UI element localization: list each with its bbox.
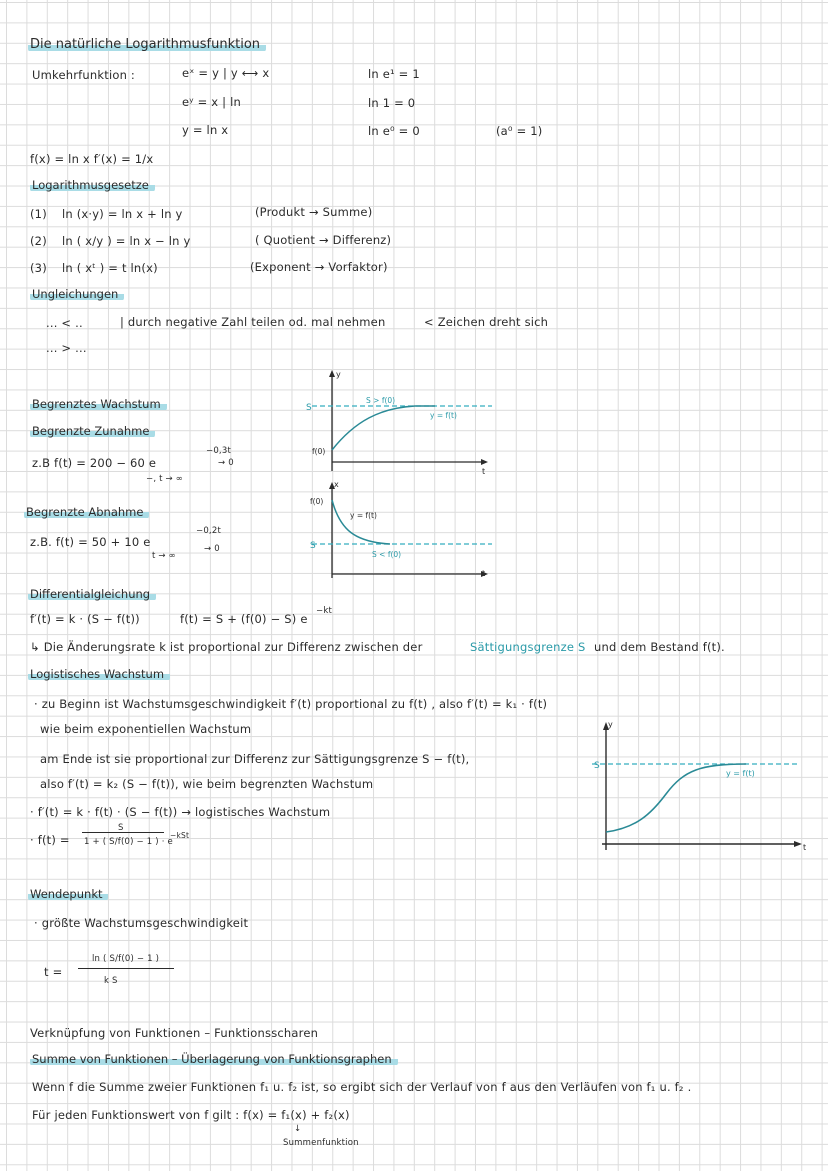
abnahme-heading: Begrenzte Abnahme (24, 505, 149, 519)
zunahme-exponent: −0,3t (206, 446, 231, 456)
graph-zunahme-y-arrow (329, 370, 335, 377)
logist-line-5: · f′(t) = k · f(t) · (S − f(t)) → logistisches Wachstum (30, 805, 331, 819)
umkehr-row-3: y = ln x (182, 123, 229, 137)
ln-property-1: ln e¹ = 1 (368, 67, 420, 81)
graph-zunahme-curve-label: y = f(t) (430, 411, 457, 420)
umkehr-row-2: eʸ = x | ln (182, 95, 241, 109)
abnahme-limit-sub: t → ∞ (152, 551, 176, 561)
ln-derivative: f(x) = ln x f′(x) = 1/x (30, 152, 154, 166)
graph-abnahme-t-label: t (482, 569, 486, 578)
ungl-row-2: ... > ... (46, 341, 87, 355)
dgl-heading: Differentialgleichung (28, 587, 156, 601)
wende-line-1: · größte Wachstumsgeschwindigkeit (34, 916, 249, 930)
logist-formula-denominator: 1 + ( S/f(0) − 1 ) · e (84, 837, 173, 847)
gesetz-3-num: (3) (30, 261, 47, 275)
zunahme-heading: Begrenzte Zunahme (30, 424, 155, 438)
dgl-saettigungsgrenze: Sättigungsgrenze S (470, 640, 586, 654)
dgl-solution-exponent: −kt (316, 606, 332, 616)
graph-zunahme-s-label: S (306, 403, 312, 413)
logist-line-4: also f′(t) = k₂ (S − f(t)), wie beim begrenzten Wachstum (40, 777, 374, 791)
graph-zunahme-y-label: y (336, 370, 341, 379)
dgl-equation: f′(t) = k · (S − f(t)) (30, 612, 140, 626)
wende-heading: Wendepunkt (28, 887, 108, 901)
wende-denominator: k S (104, 976, 118, 986)
gesetze-heading: Logarithmusgesetze (30, 178, 155, 192)
ungl-note: < Zeichen dreht sich (424, 315, 549, 329)
logist-formula-lhs: · f(t) = (30, 833, 70, 847)
logist-formula-exponent: −kSt (170, 831, 190, 840)
logist-line-2: wie beim exponentiellen Wachstum (40, 722, 252, 736)
graph-zunahme (300, 366, 500, 476)
ln-property-3: ln e⁰ = 0 (368, 124, 420, 138)
umkehr-row-1: eˣ = y | y ⟷ x (182, 66, 270, 80)
graph-logistisch-curve-label: y = f(t) (726, 769, 755, 778)
graph-abnahme-curve-label: y = f(t) (350, 511, 377, 520)
zunahme-limit-sub: −, t → ∞ (146, 474, 184, 484)
graph-abnahme-curve (332, 500, 390, 544)
graph-abnahme-s-lt-f0: S < f(0) (372, 550, 402, 559)
ungl-row-1: ... < .. (46, 316, 83, 330)
graph-logistisch-curve (606, 764, 746, 832)
gesetz-1-rule: ln (x·y) = ln x + ln y (62, 207, 183, 221)
graph-abnahme-s-label: S (310, 541, 316, 551)
graph-zunahme-t-arrow (481, 459, 488, 465)
verk-line-1: Wenn f die Summe zweier Funktionen f₁ u. f₂ ist, so ergibt sich der Verlauf von f aus den Verläufen von f₁ u. f₂ . (32, 1080, 692, 1094)
wende-fraction-bar (78, 968, 174, 969)
gesetz-2-note: ( Quotient → Differenz) (255, 233, 392, 247)
abnahme-limit: → 0 (204, 544, 220, 554)
graph-abnahme-f0-label: f(0) (310, 497, 324, 506)
graph-zunahme-s-gt-f0: S > f(0) (366, 396, 396, 405)
logist-line-1: · zu Beginn ist Wachstumsgeschwindigkeit f′(t) proportional zu f(t) , also f′(t) = k₁ · f(t) (34, 697, 548, 711)
page-title: Die natürliche Logarithmusfunktion (28, 38, 266, 52)
graph-abnahme-x-label: x (334, 480, 339, 489)
logist-line-3: am Ende ist sie proportional zur Differenz zur Sättigungsgrenze S − f(t), (40, 752, 470, 766)
verk-subheading: Summe von Funktionen – Überlagerung von Funktionsgraphen (30, 1052, 398, 1066)
ungl-text: | durch negative Zahl teilen od. mal nehmen (120, 315, 386, 329)
graph-zunahme-curve (332, 406, 435, 450)
wende-lhs: t = (44, 965, 63, 979)
dgl-explanation: ↳ Die Änderungsrate k ist proportional zur Differenz zwischen der (30, 640, 423, 654)
logist-heading: Logistisches Wachstum (28, 667, 170, 681)
gesetz-3-note: (Exponent → Vorfaktor) (250, 260, 388, 274)
dgl-explanation-end: und dem Bestand f(t). (594, 640, 725, 654)
zunahme-limit: → 0 (218, 458, 234, 468)
gesetz-1-note: (Produkt → Summe) (255, 205, 373, 219)
gesetz-3-rule: ln ( xᵗ ) = t ln(x) (62, 261, 158, 275)
gesetz-1-num: (1) (30, 207, 47, 221)
gesetz-2-rule: ln ( x/y ) = ln x − ln y (62, 234, 191, 248)
abnahme-example: z.B. f(t) = 50 + 10 e (30, 535, 151, 549)
verk-heading: Verknüpfung von Funktionen – Funktionsscharen (30, 1026, 319, 1040)
umkehr-label: Umkehrfunktion : (32, 68, 136, 82)
graph-logistisch-t-label: t (803, 843, 807, 852)
logist-formula-numerator: S (118, 823, 124, 833)
wende-numerator: ln ( S/f(0) − 1 ) (92, 954, 160, 964)
ln-property-3-note: (a⁰ = 1) (496, 124, 543, 138)
ungl-heading: Ungleichungen (30, 287, 124, 301)
graph-zunahme-f0-label: f(0) (312, 447, 326, 456)
verk-summenfunktion: Summenfunktion (283, 1138, 359, 1148)
zunahme-example: z.B f(t) = 200 − 60 e (32, 456, 157, 470)
abnahme-exponent: −0,2t (196, 526, 221, 536)
graph-logistisch-s-label: S (594, 761, 600, 771)
dgl-solution: f(t) = S + (f(0) − S) e (180, 612, 308, 626)
verk-line-2: Für jeden Funktionswert von f gilt : f(x) = f₁(x) + f₂(x) (32, 1108, 350, 1122)
gesetz-2-num: (2) (30, 234, 47, 248)
graph-zunahme-t-label: t (482, 467, 486, 476)
graph-logistisch-t-arrow (794, 841, 802, 847)
begrenzt-heading: Begrenztes Wachstum (30, 397, 167, 411)
graph-logistisch-y-label: y (608, 720, 613, 729)
graph-abnahme (300, 478, 500, 584)
graph-logistisch (596, 716, 816, 856)
verk-arrow: ↓ (294, 1124, 302, 1134)
logist-fraction-bar (82, 832, 164, 833)
ln-property-2: ln 1 = 0 (368, 96, 416, 110)
